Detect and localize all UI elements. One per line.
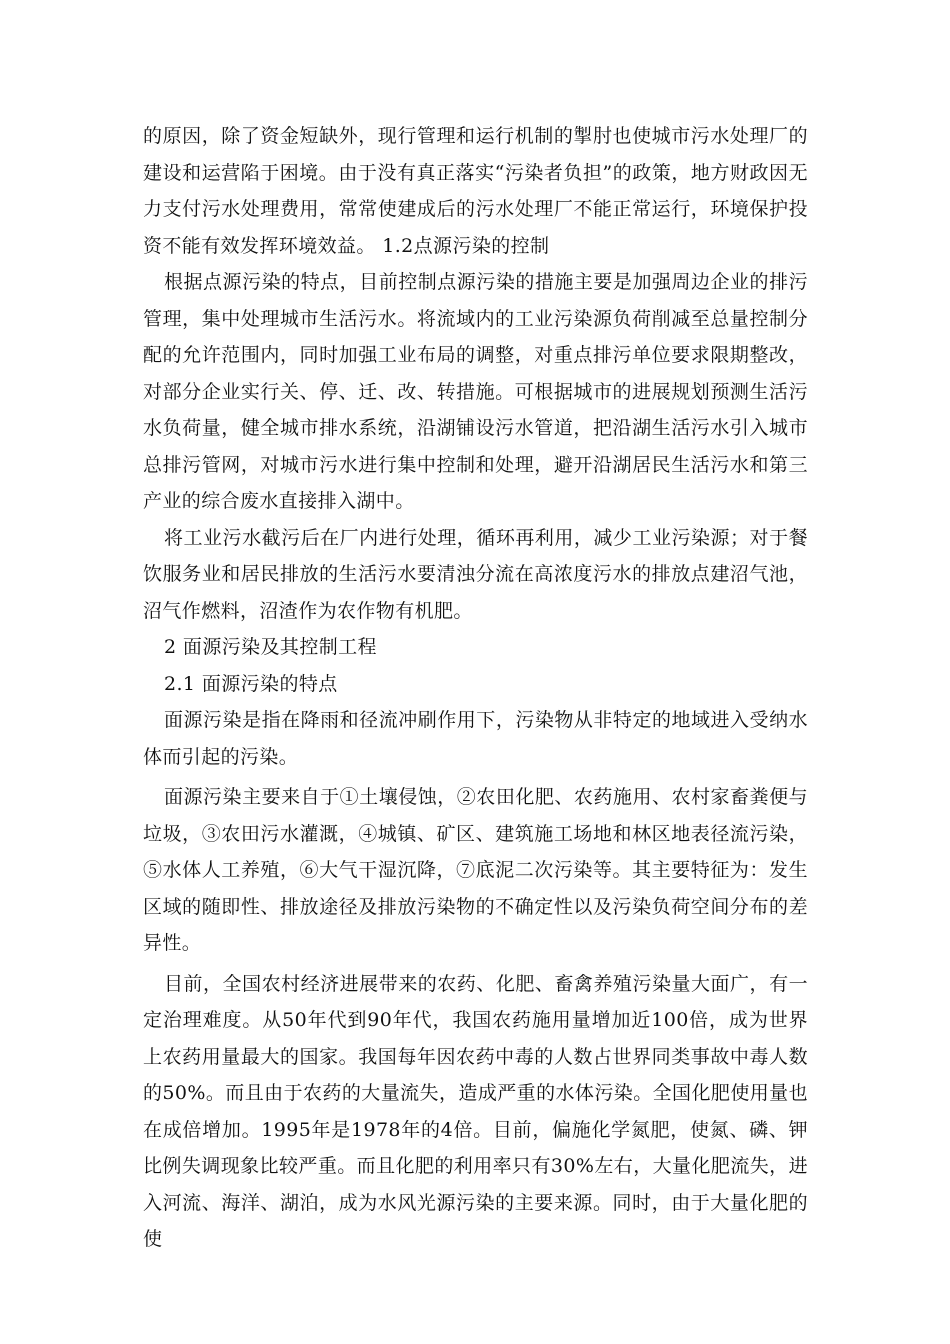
paragraph-current-status: 目前，全国农村经济进展带来的农药、化肥、畜禽养殖污染量大面广，有一定治理难度。从50年代到90年代，我国农药施用量增加近100倍，成为世界上农药用量最大的国家。我国每年因农药中毒的人数占世界同类事故中毒人数的50%。而且由于农药的大量流失，造成严重的水体污染。全国化肥使用量也在成倍增加。1995年是1978年的4倍。目前，偏施化学氮肥，使氮、磷、钾比例失调现象比较严重。而且化肥的利用率只有30%左右，大量化肥流失，进入河流、海洋、湖泊，成为水风光源污染的主要来源。同时，由于大量化肥的使 <box>143 972 808 1250</box>
paragraph-definition: 面源污染是指在降雨和径流冲刷作用下，污染物从非特定的地域进入受纳水体而引起的污染。 <box>143 709 808 768</box>
paragraph-industrial-wastewater: 将工业污水截污后在厂内进行处理，循环再利用，减少工业污染源；对于餐饮服务业和居民排放的生活污水要清浊分流在高浓度污水的排放点建沼气池，沼气作燃料，沼渣作为农作物有机肥。 <box>143 526 808 622</box>
paragraph-point-source-control: 根据点源污染的特点，目前控制点源污染的措施主要是加强周边企业的排污管理，集中处理城市生活污水。将流域内的工业污染源负荷削减至总量控制分配的允许范围内，同时加强工业布局的调整，对重点排污单位要求限期整改，对部分企业实行关、停、迁、改、转措施。可根据城市的进展规划预测生活污水负荷量，健全城市排水系统，沿湖铺设污水管道，把沿湖生活污水引入城市总排污管网，对城市污水进行集中控制和处理，避开沿湖居民生活污水和第三产业的综合废水直接排入湖中。 <box>143 271 808 512</box>
paragraph-sources: 面源污染主要来自于①土壤侵蚀，②农田化肥、农药施用、农村家畜粪便与垃圾，③农田污水灌溉，④城镇、矿区、建筑施工场地和林区地表径流污染，⑤水体人工养殖，⑥大气干湿沉降，⑦底泥二次污染等。其主要特征为：发生区域的随即性、排放途径及排放污染物的不确定性以及污染负荷空间分布的差异性。 <box>143 786 808 954</box>
subsection-heading: 2.1 面源污染的特点 <box>164 672 338 695</box>
section-heading: 2 面源污染及其控制工程 <box>164 636 377 658</box>
document-body <box>143 118 808 1258</box>
paragraph-continued: 的原因，除了资金短缺外，现行管理和运行机制的掣肘也使城市污水处理厂的建设和运营陷于困境。由于没有真正落实“污染者负担”的政策，地方财政因无力支付污水处理费用，常常使建成后的污水处理厂不能正常运行，环境保护投资不能有效发挥环境效益。 1.2点源污染的控制 <box>143 125 808 257</box>
